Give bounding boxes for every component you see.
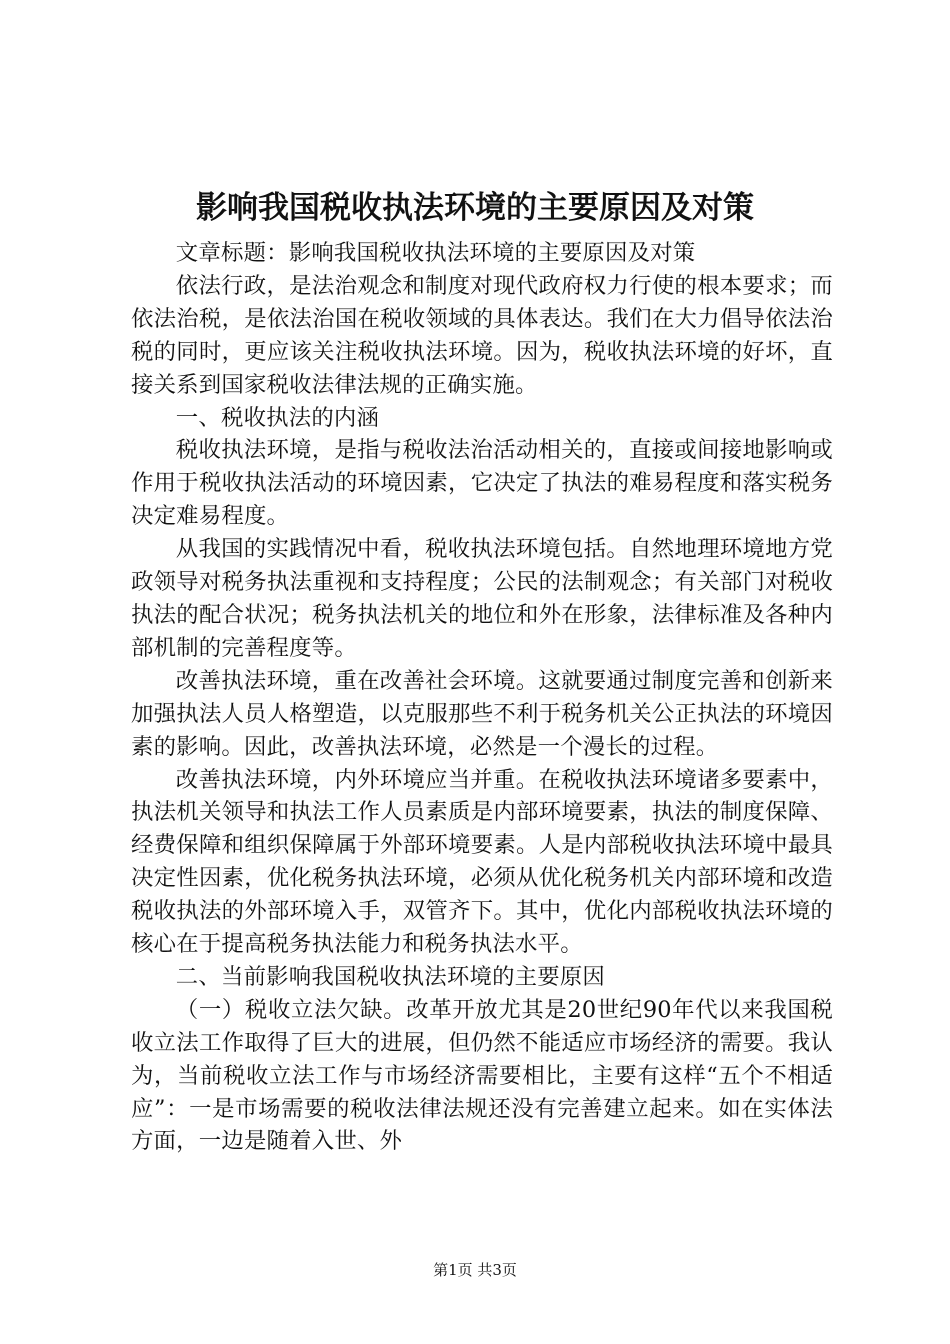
paragraph-intro: 依法行政，是法治观念和制度对现代政府权力行使的根本要求；而依法治税，是依法治国在税收领域的具体表达。我们在大力倡导依法治税的同时，更应该关注税收执法环境。因为，税收执法环境的好坏，直接关系到国家税收法律法规的正确实施。 — [131, 272, 833, 398]
paragraph-definition: 税收执法环境，是指与税收法治活动相关的，直接或间接地影响或作用于税收执法活动的环境因素，它决定了执法的难易程度和落实税务决定难易程度。 — [131, 437, 833, 530]
paragraph-legislation: （一）税收立法欠缺。改革开放尤其是20世纪90年代以来我国税收立法工作取得了巨大的进展，但仍然不能适应市场经济的需要。我认为，当前税收立法工作与市场经济需要相比，主要有这样“五个不相适应”：一是市场需要的税收法律法规还没有完善建立起来。如在实体法方面，一边是随着入世、外 — [131, 996, 833, 1155]
paragraph-social-environment: 改善执法环境，重在改善社会环境。这就要通过制度完善和创新来加强执法人员人格塑造，以克服那些不利于税务机关公正执法的环境因素的影响。因此，改善执法环境，必然是一个漫长的过程。 — [131, 667, 833, 760]
document-body — [131, 237, 833, 1158]
paragraph-practice: 从我国的实践情况中看，税收执法环境包括。自然地理环境地方党政领导对税务执法重视和支持程度；公民的法制观念；有关部门对税收执法的配合状况；税务执法机关的地位和外在形象，法律标准及各种内部机制的完善程度等。 — [131, 536, 833, 661]
section-heading-2: 二、当前影响我国税收执法环境的主要原因 — [175, 963, 606, 990]
section-heading-1: 一、税收执法的内涵 — [175, 404, 380, 431]
page-number-footer: 第1页 共3页 — [433, 1261, 517, 1279]
paragraph-internal-external: 改善执法环境，内外环境应当并重。在税收执法环境诸多要素中，执法机关领导和执法工作人员素质是内部环境要素，执法的制度保障、经费保障和组织保障属于外部环境要素。人是内部税收执法环境中最具决定性因素，优化税务执法环境，必须从优化税务机关内部环境和改造税收执法的外部环境入手，双管齐下。其中，优化内部税收执法环境的核心在于提高税务执法能力和税务执法水平。 — [131, 766, 833, 958]
document-title: 影响我国税收执法环境的主要原因及对策 — [196, 190, 754, 226]
paragraph-article-title: 文章标题：影响我国税收执法环境的主要原因及对策 — [175, 240, 696, 266]
